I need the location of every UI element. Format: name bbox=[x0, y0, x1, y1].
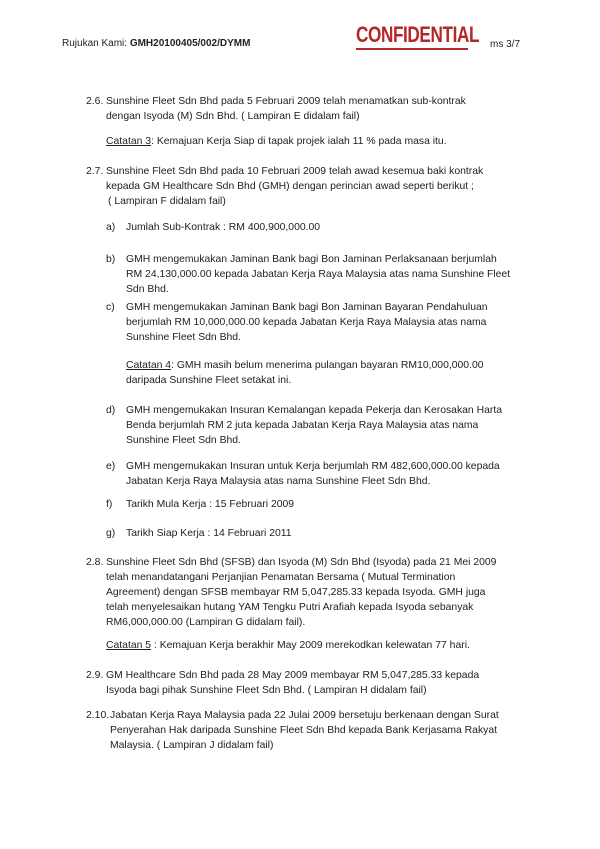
note-label: Catatan 5 bbox=[106, 640, 152, 651]
text-line: Sdn Bhd. bbox=[126, 284, 169, 295]
text-line: GMH mengemukakan Jaminan Bank bagi Bon Jaminan Bayaran Pendahuluan bbox=[126, 302, 488, 313]
item-marker: c) bbox=[106, 302, 115, 313]
item-e bbox=[106, 459, 500, 489]
section-number: 2.10. bbox=[86, 710, 110, 721]
text-line: Sunshine Fleet Sdn Bhd pada 10 Februari 2009 telah awad kesemua baki kontrak bbox=[106, 166, 484, 177]
confidential-stamp: CONFIDENTIAL bbox=[356, 22, 480, 47]
text-line: telah menandatangani Perjanjian Penamatan Bersama ( Mutual Termination bbox=[106, 572, 456, 583]
item-marker: f) bbox=[106, 499, 113, 510]
text-line: Jumlah Sub-Kontrak : RM 400,900,000.00 bbox=[126, 222, 321, 233]
reference-label: Rujukan Kami: bbox=[62, 38, 128, 49]
text-line: Jabatan Kerja Raya Malaysia pada 22 Julai 2009 bersetuju berkenaan dengan Surat bbox=[110, 710, 499, 721]
note-label: Catatan 4 bbox=[126, 360, 172, 371]
stamp-underline bbox=[356, 48, 468, 50]
note-text: : Kemajuan Kerja Siap di tapak projek ialah 11 % pada masa itu. bbox=[151, 136, 447, 147]
text-line: Tarikh Siap Kerja : 14 Februari 2011 bbox=[126, 528, 292, 539]
item-f bbox=[106, 497, 294, 512]
text-line: berjumlah RM 10,000,000.00 kepada Jabatan Kerja Raya Malaysia atas nama bbox=[126, 317, 487, 328]
text-line: Isyoda bagi pihak Sunshine Fleet Sdn Bhd. ( Lampiran H didalam fail) bbox=[106, 685, 427, 696]
text-line: Sunshine Fleet Sdn Bhd. bbox=[126, 435, 241, 446]
text-line: daripada Sunshine Fleet setakat ini. bbox=[126, 375, 292, 386]
text-line: telah menyelesaikan hutang YAM Tengku Putri Arafiah kepada Isyoda sebanyak bbox=[106, 602, 474, 613]
section-2-7 bbox=[86, 164, 483, 209]
page-number: ms 3/7 bbox=[490, 39, 521, 50]
section-2-10 bbox=[86, 708, 499, 753]
note-5 bbox=[106, 638, 470, 653]
note-label: Catatan 3 bbox=[106, 136, 152, 147]
section-2-8 bbox=[86, 555, 496, 630]
section-2-6 bbox=[86, 94, 466, 124]
text-line: Jabatan Kerja Raya Malaysia atas nama Sunshine Fleet Sdn Bhd. bbox=[126, 476, 431, 487]
text-line: Sunshine Fleet Sdn Bhd. bbox=[126, 332, 241, 343]
text-line: GMH mengemukakan Insuran untuk Kerja berjumlah RM 482,600,000.00 kepada bbox=[126, 461, 500, 472]
item-c bbox=[106, 300, 488, 345]
text-line: GMH mengemukakan Jaminan Bank bagi Bon Jaminan Perlaksanaan berjumlah bbox=[126, 254, 497, 265]
item-marker: a) bbox=[106, 222, 116, 233]
note-4 bbox=[126, 358, 484, 388]
text-line: Sunshine Fleet Sdn Bhd (SFSB) dan Isyoda (M) Sdn Bhd (Isyoda) pada 21 Mei 2009 bbox=[106, 557, 497, 568]
item-d bbox=[106, 403, 502, 448]
section-number: 2.8. bbox=[86, 557, 104, 568]
text-line: Malaysia. ( Lampiran J didalam fail) bbox=[110, 740, 274, 751]
text-line: dengan Isyoda (M) Sdn Bhd. ( Lampiran E didalam fail) bbox=[106, 111, 360, 122]
text-line: Penyerahan Hak daripada Sunshine Fleet Sdn Bhd kepada Bank Kerjasama Rakyat bbox=[110, 725, 498, 736]
note-text: : Kemajuan Kerja berakhir May 2009 merekodkan kelewatan 77 hari. bbox=[151, 640, 470, 651]
text-line: Tarikh Mula Kerja : 15 Februari 2009 bbox=[126, 499, 295, 510]
section-number: 2.9. bbox=[86, 670, 104, 681]
note-3 bbox=[106, 134, 447, 149]
text-line: GMH mengemukakan Insuran Kemalangan kepada Pekerja dan Kerosakan Harta bbox=[126, 405, 503, 416]
text-line: RM6,000,000.00 (Lampiran G didalam fail). bbox=[106, 617, 306, 628]
text-line: kepada GM Healthcare Sdn Bhd (GMH) dengan perincian awad seperti berikut ; bbox=[106, 181, 474, 192]
reference-line bbox=[62, 38, 250, 49]
text-line: Agreement) dengan SFSB membayar RM 5,047,285.33 kepada Isyoda. GMH juga bbox=[106, 587, 486, 598]
note-text: : GMH masih belum menerima pulangan bayaran RM10,000,000.00 bbox=[171, 360, 484, 371]
section-number: 2.6. bbox=[86, 96, 104, 107]
item-a bbox=[106, 220, 320, 235]
text-line: GM Healthcare Sdn Bhd pada 28 May 2009 membayar RM 5,047,285.33 kepada bbox=[106, 670, 480, 681]
item-g bbox=[106, 526, 292, 541]
text-line: Benda berjumlah RM 2 juta kepada Jabatan Kerja Raya Malaysia atas nama bbox=[126, 420, 479, 431]
text-line: ( Lampiran F didalam fail) bbox=[108, 196, 226, 207]
item-marker: d) bbox=[106, 405, 116, 416]
item-marker: e) bbox=[106, 461, 116, 472]
reference-number: GMH20100405/002/DYMM bbox=[129, 38, 251, 49]
section-number: 2.7. bbox=[86, 166, 104, 177]
item-marker: g) bbox=[106, 528, 116, 539]
text-line: Sunshine Fleet Sdn Bhd pada 5 Februari 2009 telah menamatkan sub-kontrak bbox=[106, 96, 466, 107]
section-2-9 bbox=[86, 668, 479, 698]
item-b bbox=[106, 252, 510, 297]
text-line: RM 24,130,000.00 kepada Jabatan Kerja Raya Malaysia atas nama Sunshine Fleet bbox=[126, 269, 511, 280]
item-marker: b) bbox=[106, 254, 116, 265]
